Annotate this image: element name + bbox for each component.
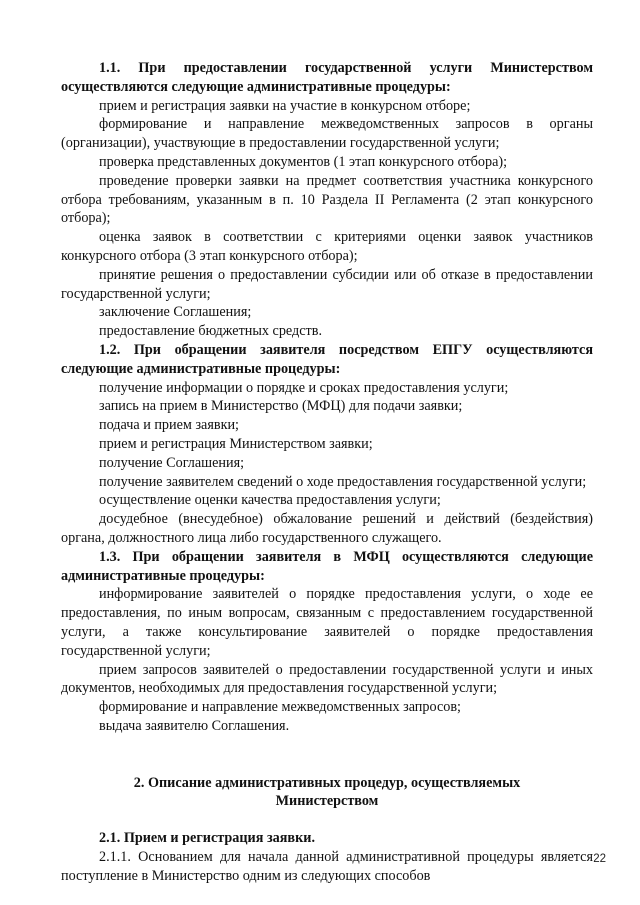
list-item: оценка заявок в соответствии с критериями оценки заявок участников конкурсного отбора (3 этап конкурсного отбора); [61, 229, 593, 264]
list-item: прием и регистрация заявки на участие в конкурсном отборе; [99, 97, 471, 114]
page-number: 22 [593, 853, 606, 865]
list-item: осуществление оценки качества предоставления услуги; [99, 492, 441, 509]
section-2-1-paragraph: 2.1.1. Основанием для начала данной административной процедуры является поступление в Министерство одним из следующих способов [61, 849, 593, 884]
section-1-2-heading: 1.2. При обращении заявителя посредством ЕПГУ осуществляются следующие административные процедуры: [61, 341, 593, 377]
list-item: получение информации о порядке и сроках предоставления услуги; [99, 379, 509, 396]
list-item: досудебное (внесудебное) обжалование решений и действий (бездействия) органа, должностного лица либо государственного служащего. [61, 511, 593, 546]
list-item: предоставление бюджетных средств. [99, 323, 323, 340]
spacer [61, 736, 593, 774]
list-item: запись на прием в Министерство (МФЦ) для подачи заявки; [99, 398, 463, 415]
section-1-1-heading: 1.1. При предоставлении государственной услуги Министерством осуществляются следующие административные процедуры: [61, 60, 593, 95]
list-item: подача и прием заявки; [99, 417, 239, 434]
list-item: прием и регистрация Министерством заявки; [99, 435, 373, 452]
list-item: принятие решения о предоставлении субсидии или об отказе в предоставлении государственной услуги; [61, 266, 593, 302]
list-item: получение Соглашения; [99, 454, 245, 471]
list-item: проверка представленных документов (1 этап конкурсного отбора); [99, 153, 508, 170]
spacer [61, 811, 593, 829]
list-item: информирование заявителей о порядке предоставления услуги, о ходе ее предоставления, по иным вопросам, связанным с предоставлением государственной услуги, а также консультирование заявителей о порядке предоставления государственной услуги; [61, 586, 593, 659]
section-2-title-line-2: Министерством [275, 793, 379, 810]
list-item: формирование и направление межведомственных запросов; [99, 699, 461, 716]
section-2-title-line-1: 2. Описание административных процедур, осуществляемых [133, 774, 521, 791]
list-item: прием запросов заявителей о предоставлении государственной услуги и иных документов, необходимых для предоставления государственной услуги; [61, 661, 593, 697]
section-1-3-heading: 1.3. При обращении заявителя в МФЦ осуществляются следующие административные процедуры: [61, 548, 593, 584]
list-item: получение заявителем сведений о ходе предоставления государственной услуги; [99, 473, 587, 490]
list-item: заключение Соглашения; [99, 304, 252, 321]
section-2-1-heading: 2.1. Прием и регистрация заявки. [99, 830, 315, 847]
document-page [61, 59, 593, 886]
list-item: проведение проверки заявки на предмет соответствия участника конкурсного отбора требованиям, указанным в п. 10 Раздела II Регламента (2 этап конкурсного отбора); [61, 172, 593, 227]
list-item: формирование и направление межведомственных запросов в органы (организации), участвующие в предоставлении государственной услуги; [61, 116, 593, 152]
list-item: выдача заявителю Соглашения. [99, 717, 290, 734]
